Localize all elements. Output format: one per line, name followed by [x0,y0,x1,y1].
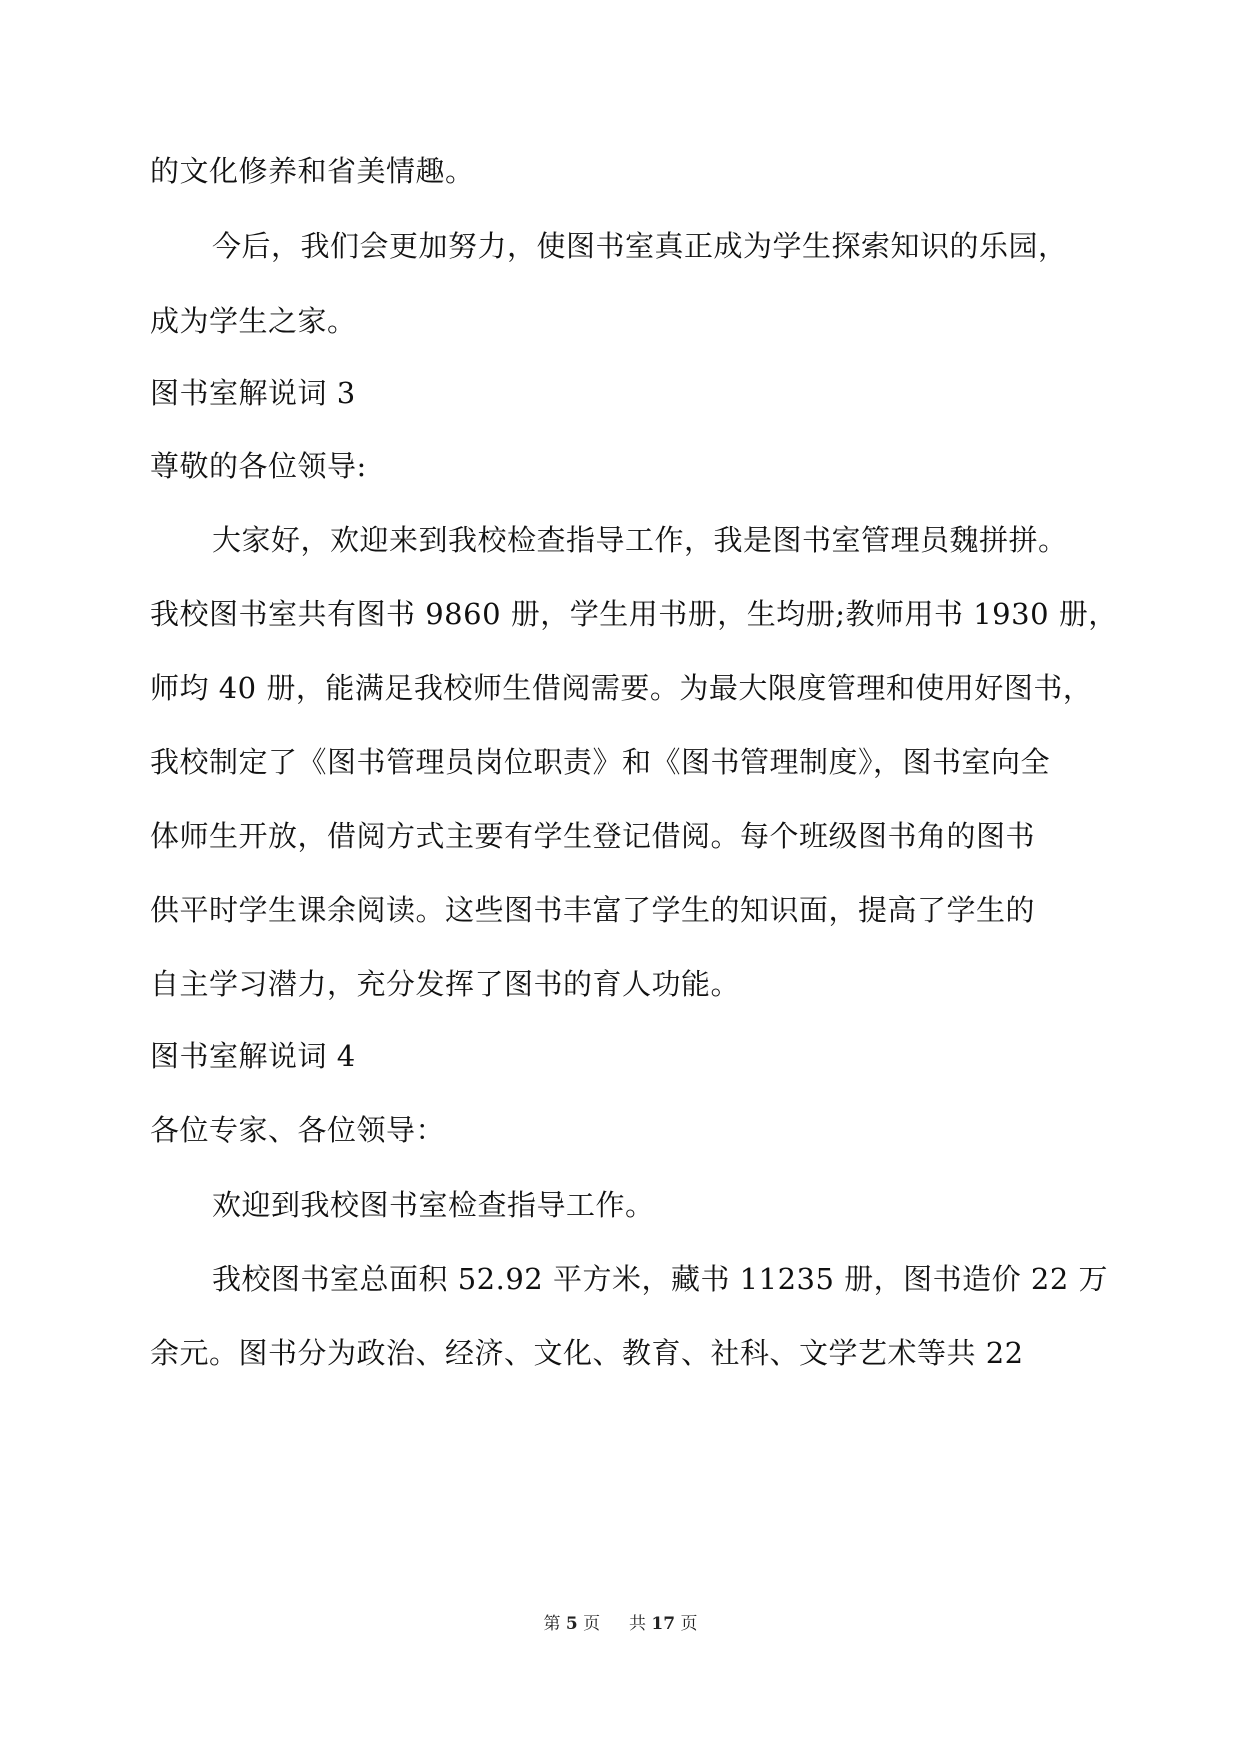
text-line: 自主学习潜力，充分发挥了图书的育人功能。 [150,967,741,1001]
text-line: 的文化修养和省美情趣。 [150,154,475,188]
section-heading: 图书室解说词 4 [150,1039,356,1073]
text-line: 师均 40 册，能满足我校师生借阅需要。为最大限度管理和使用好图书， [150,671,1093,705]
text-line: 我校制定了《图书管理员岗位职责》和《图书管理制度》，图书室向全 [150,745,1051,779]
text-line: 体师生开放，借阅方式主要有学生登记借阅。每个班级图书角的图书 [150,819,1036,853]
text-line: 余元。图书分为政治、经济、文化、教育、社科、文学艺术等共 22 [150,1336,1024,1370]
page-number: 5 [565,1614,578,1634]
page-footer [0,1612,1241,1636]
total-pages: 17 [651,1614,676,1634]
salutation: 尊敬的各位领导: [150,449,367,483]
paragraph-line: 我校图书室总面积 52.92 平方米，藏书 11235 册，图书造价 22 万 [212,1262,1108,1296]
total-prefix: 共 [628,1614,646,1634]
text-line: 成为学生之家。 [150,304,357,338]
paragraph-line: 今后，我们会更加努力，使图书室真正成为学生探索知识的乐园， [212,229,1068,263]
paragraph-line: 大家好，欢迎来到我校检查指导工作，我是图书室管理员魏拼拼。 [212,523,1068,557]
page-suffix: 页 [583,1614,601,1634]
paragraph-line: 欢迎到我校图书室检查指导工作。 [212,1188,655,1222]
page-prefix: 第 [543,1614,561,1634]
total-suffix: 页 [680,1614,698,1634]
section-heading: 图书室解说词 3 [150,376,356,410]
salutation: 各位专家、各位领导： [150,1113,446,1147]
text-line: 我校图书室共有图书 9860 册，学生用书册，生均册;教师用书 1930 册， [150,597,1118,631]
text-line: 供平时学生课余阅读。这些图书丰富了学生的知识面，提高了学生的 [150,893,1036,927]
